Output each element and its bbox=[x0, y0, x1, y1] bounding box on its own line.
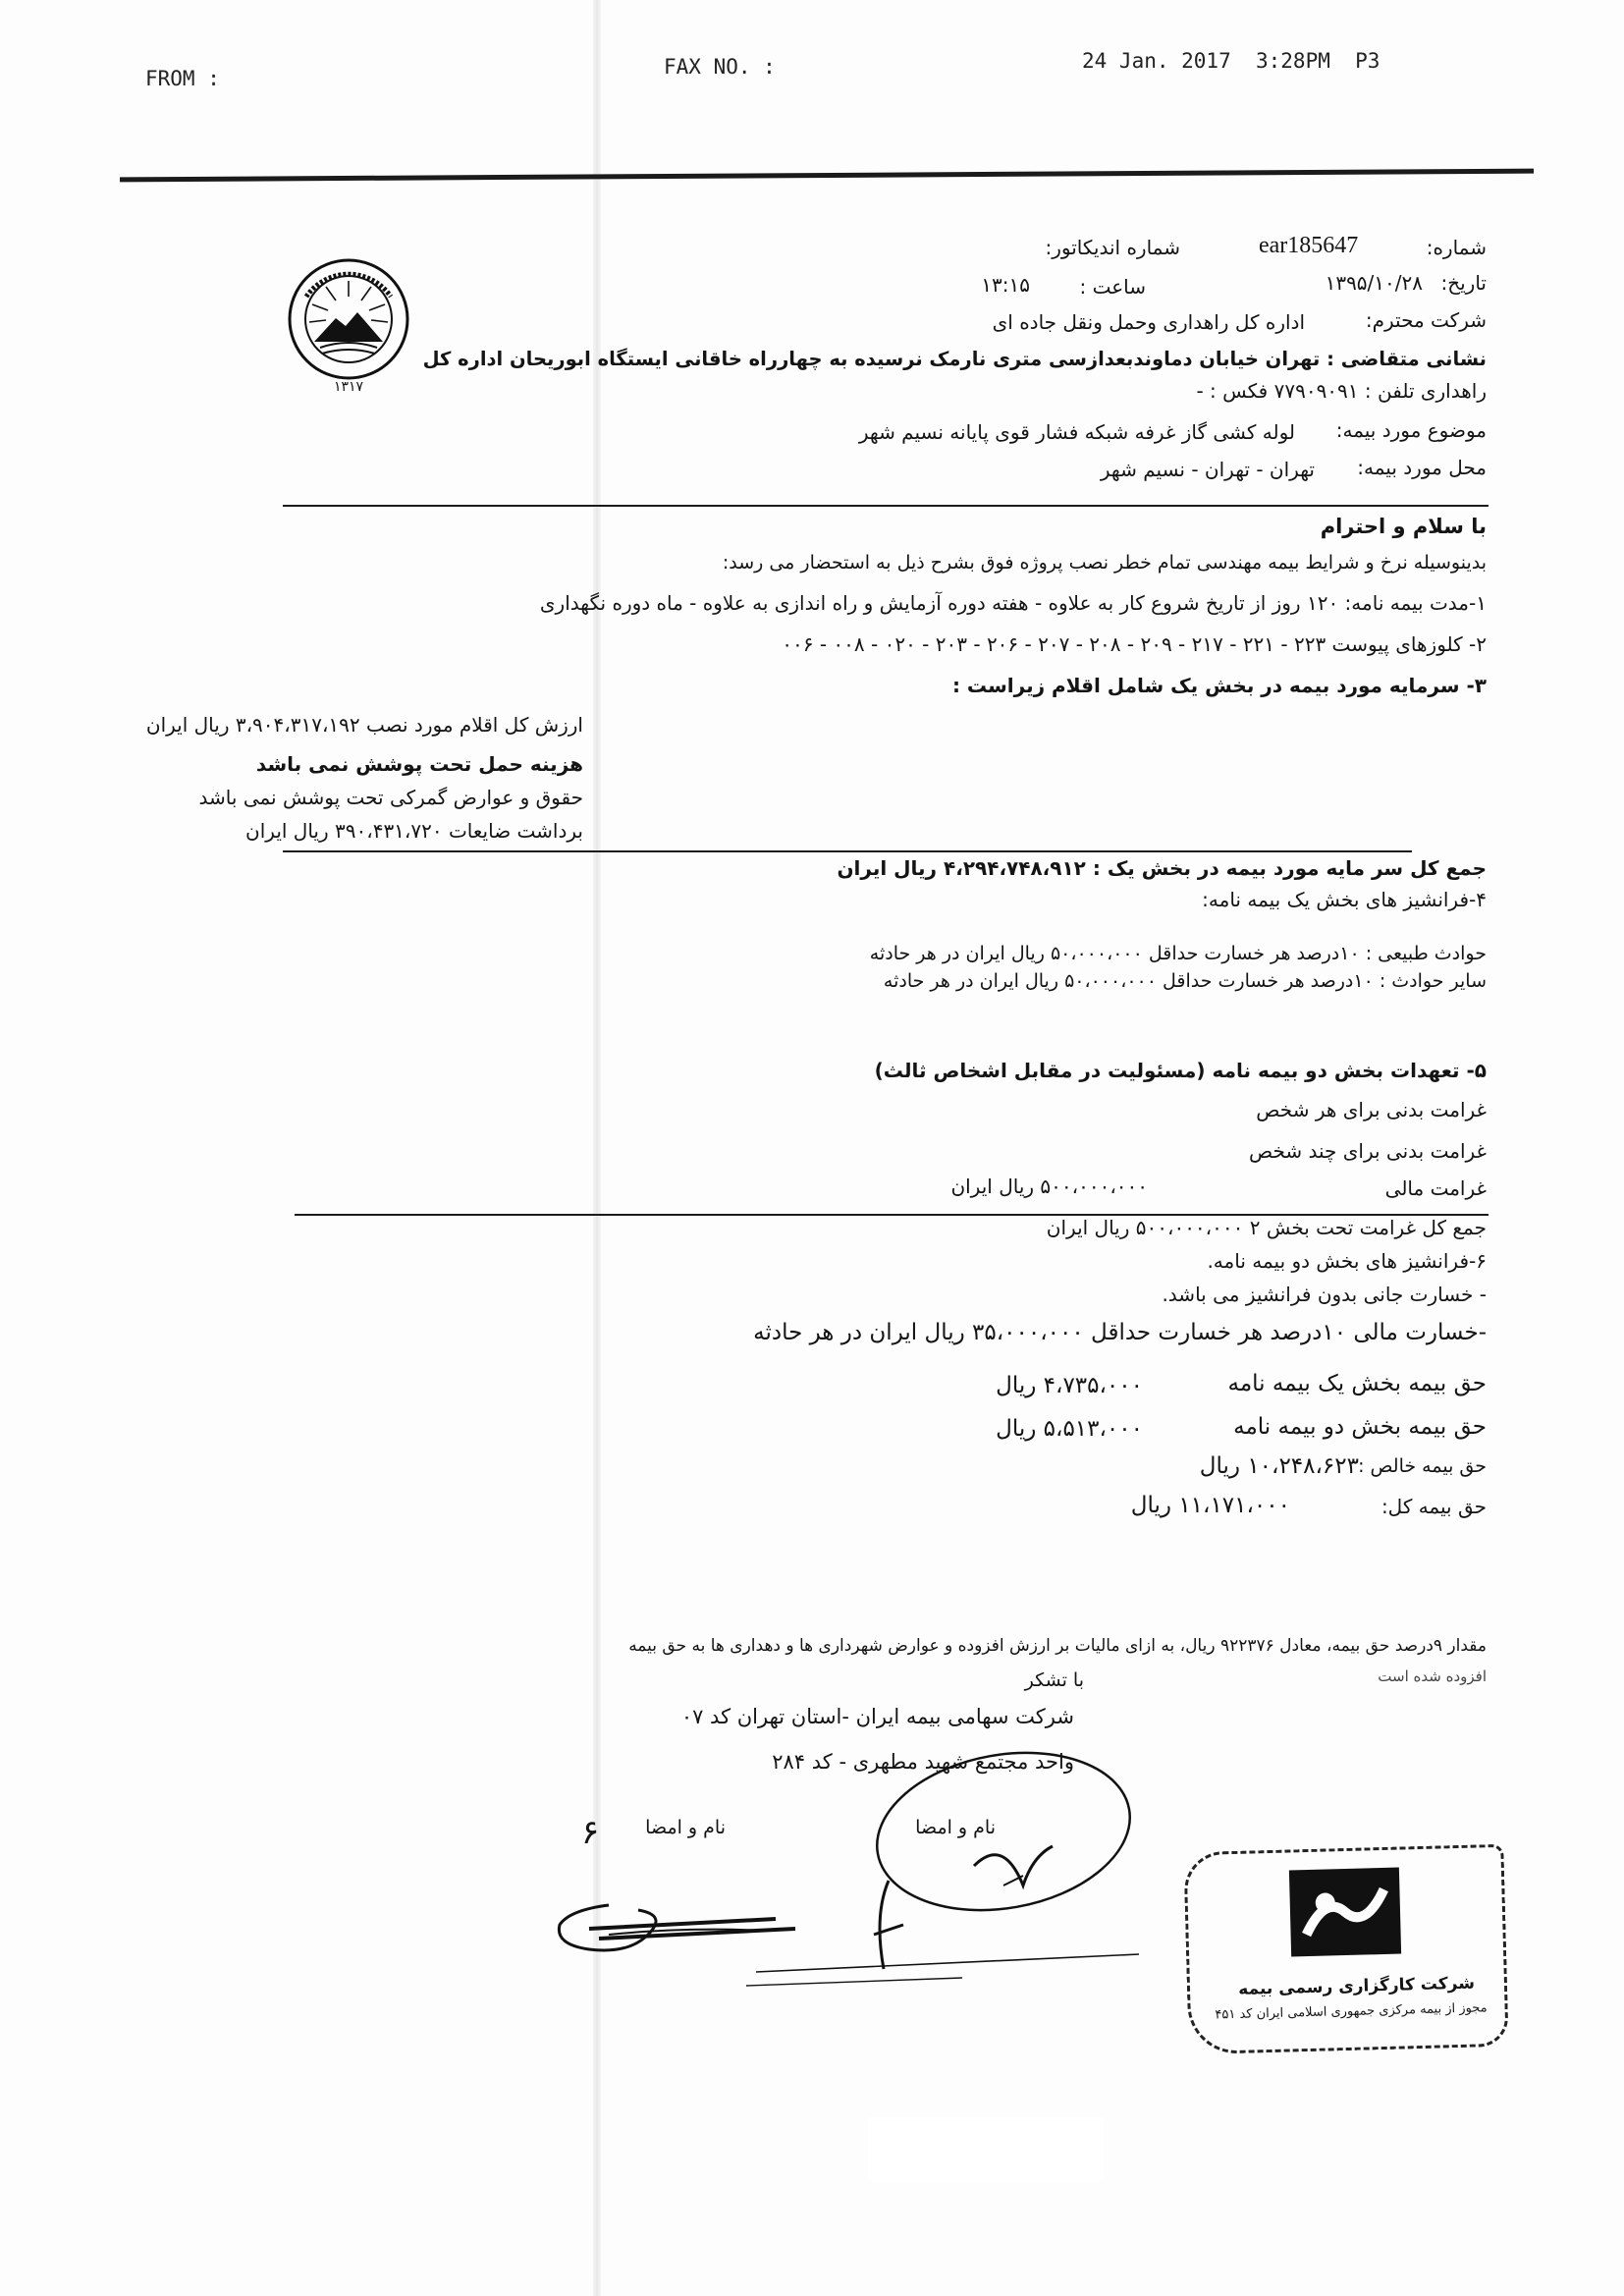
item-capital-title: ۳- سرمایه مورد بیمه در بخش یک شامل اقلام زیراست : bbox=[951, 674, 1487, 697]
capital-line-4: برداشت ضایعات ۳۹۰،۴۳۱،۷۲۰ ریال ایران bbox=[245, 819, 583, 843]
letter-number-label: شماره: bbox=[1426, 236, 1487, 259]
item-deductibles-2-title: ۶-فرانشیز های بخش دو بیمه نامه. bbox=[1207, 1249, 1487, 1273]
capital-line-2: هزینه حمل تحت پوشش نمی باشد bbox=[255, 752, 583, 776]
premium-part2-value: ۵،۵۱۳،۰۰۰ ریال bbox=[996, 1416, 1143, 1442]
logo-year: ۱۳۱۷ bbox=[333, 379, 364, 395]
broker-stamp bbox=[1183, 1844, 1508, 2054]
broker-logo bbox=[1285, 1863, 1405, 1960]
subject-value: لوله کشی گاز غرفه شبکه فشار قوی پایانه نسیم شهر bbox=[858, 420, 1295, 444]
tax-line: مقدار ۹درصد حق بیمه، معادل ۹۲۲۳۷۶ ریال، به ازای مالیات بر ارزش افزوده و عوارض شهرداری ها و دهداری ها به حق بیمه bbox=[628, 1636, 1487, 1656]
premium-part2-label: حق بیمه بخش دو بیمه نامه bbox=[1233, 1414, 1487, 1440]
item-clauses: ۲- کلوزهای پیوست ۲۲۳ - ۲۲۱ - ۲۱۷ - ۲۰۹ - ۲۰۸ - ۲۰۷ - ۲۰۶ - ۲۰۳ - ۰۲۰ - ۰۰۸ - ۰۰۶ bbox=[782, 632, 1487, 656]
signature-label-left: نام و امضا bbox=[915, 1817, 996, 1838]
address-line-1: نشانی متقاضی : تهران خیابان دماوندبعدازسی متری نارمک نرسیده به چهارراه خاقانی ایستگاه ابوریحان اداره کل bbox=[422, 348, 1487, 370]
signature-label-right: نام و امضا bbox=[645, 1817, 726, 1838]
time-value: ۱۳:۱۵ bbox=[981, 273, 1030, 297]
date-value: ۱۳۹۵/۱۰/۲۸ bbox=[1325, 271, 1423, 295]
item-deductibles-1-title: ۴-فرانشیز های بخش یک بیمه نامه: bbox=[1202, 888, 1487, 911]
liability-total: جمع کل غرامت تحت بخش ۲ ۵۰۰،۰۰۰،۰۰۰ ریال ایران bbox=[1046, 1216, 1487, 1239]
company-label: شرکت محترم: bbox=[1365, 308, 1487, 332]
item-duration: ۱-مدت بیمه نامه: ۱۲۰ روز از تاریخ شروع کار به علاوه - هفته دوره آزمایش و راه اندازی به علاوه - ماه دوره نگهداری bbox=[539, 591, 1487, 615]
subject-label: موضوع مورد بیمه: bbox=[1335, 418, 1487, 442]
premium-total-label: حق بیمه کل: bbox=[1380, 1495, 1487, 1518]
redaction-box bbox=[868, 2117, 1104, 2182]
intro-line: بدینوسیله نرخ و شرایط بیمه مهندسی تمام خطر نصب پروژه فوق بشرح ذیل به استحضار می رسد: bbox=[722, 552, 1487, 574]
tax-line-2: افزوده شده است bbox=[1378, 1667, 1487, 1685]
header-rule bbox=[120, 169, 1534, 183]
premium-total-value: ۱۱،۱۷۱،۰۰۰ ریال bbox=[1130, 1493, 1290, 1518]
insurance-logo bbox=[287, 257, 410, 395]
liability-per-person: غرامت بدنی برای هر شخص bbox=[1256, 1098, 1487, 1121]
time-label: ساعت : bbox=[1079, 275, 1146, 299]
indicator-label: شماره اندیکاتور: bbox=[1045, 236, 1180, 259]
liability-multi-person: غرامت بدنی برای چند شخص bbox=[1248, 1139, 1487, 1163]
capital-line-1: ارزش کل اقلام مورد نصب ۳،۹۰۴،۳۱۷،۱۹۲ ریال ایران bbox=[145, 713, 583, 737]
handwritten-signature bbox=[550, 1856, 1178, 1994]
liability-financial-label: غرامت مالی bbox=[1384, 1176, 1487, 1200]
fax-from: FROM : bbox=[145, 67, 220, 90]
address-line-2: راهداری تلفن : ۷۷۹۰۹۰۹۱ فکس : - bbox=[1196, 379, 1487, 403]
footer-company: شرکت سهامی بیمه ایران -استان تهران کد ۰۷ bbox=[680, 1705, 1074, 1728]
liability-financial-value: ۵۰۰،۰۰۰،۰۰۰ ریال ایران bbox=[950, 1175, 1148, 1198]
item-liability-title: ۵- تعهدات بخش دو بیمه نامه (مسئولیت در مقابل اشخاص ثالث) bbox=[874, 1059, 1487, 1082]
footer-unit: واحد مجتمع شهید مطهری - کد ۲۸۴ bbox=[772, 1750, 1074, 1774]
capital-rule bbox=[283, 850, 1412, 852]
address-rule bbox=[283, 505, 1489, 507]
deductible-bodily: - خسارت جانی بدون فرانشیز می باشد. bbox=[1162, 1283, 1487, 1306]
fax-date-time: 24 Jan. 2017 3:28PM P3 bbox=[1082, 49, 1380, 73]
broker-stamp-line-2: مجوز از بیمه مرکزی جمهوری اسلامی ایران کد ۴۵۱ bbox=[1215, 2000, 1488, 2023]
company-value: اداره کل راهداری وحمل ونقل جاده ای bbox=[992, 310, 1305, 334]
letter-number-value: ear185647 bbox=[1259, 233, 1359, 258]
premium-part1-label: حق بیمه بخش یک بیمه نامه bbox=[1227, 1371, 1487, 1396]
date-label: تاریخ: bbox=[1440, 271, 1487, 295]
deductible-natural: حوادث طبیعی : ۱۰درصد هر خسارت حداقل ۵۰،۰۰۰،۰۰۰ ریال ایران در هر حادثه bbox=[869, 943, 1487, 964]
capital-total: جمع کل سر مایه مورد بیمه در بخش یک : ۴،۲۹۴،۷۴۸،۹۱۲ ریال ایران bbox=[837, 856, 1487, 880]
location-label: محل مورد بیمه: bbox=[1357, 456, 1487, 479]
premium-part1-value: ۴،۷۳۵،۰۰۰ ریال bbox=[996, 1373, 1143, 1398]
fax-number: FAX NO. : bbox=[664, 55, 776, 79]
capital-line-3: حقوق و عوارض گمرکی تحت پوشش نمی باشد bbox=[198, 786, 583, 809]
deductible-other: سایر حوادث : ۱۰درصد هر خسارت حداقل ۵۰،۰۰۰،۰۰۰ ریال ایران در هر حادثه bbox=[883, 970, 1487, 992]
broker-stamp-line-1: شرکت کارگزاری رسمی بیمه bbox=[1237, 1973, 1476, 1999]
handwritten-number: ۶ bbox=[581, 1813, 600, 1852]
greeting: با سلام و احترام bbox=[1320, 515, 1487, 538]
premium-net-value: ۱۰،۲۴۸،۶۲۳ ریال bbox=[1199, 1453, 1359, 1479]
location-value: تهران - تهران - نسیم شهر bbox=[1100, 458, 1315, 481]
premium-net-label: حق بیمه خالص : bbox=[1358, 1455, 1487, 1477]
deductible-financial: -خسارت مالی ۱۰درصد هر خسارت حداقل ۳۵،۰۰۰،۰۰۰ ریال ایران در هر حادثه bbox=[753, 1320, 1487, 1345]
thanks: با تشکر bbox=[1024, 1669, 1084, 1691]
